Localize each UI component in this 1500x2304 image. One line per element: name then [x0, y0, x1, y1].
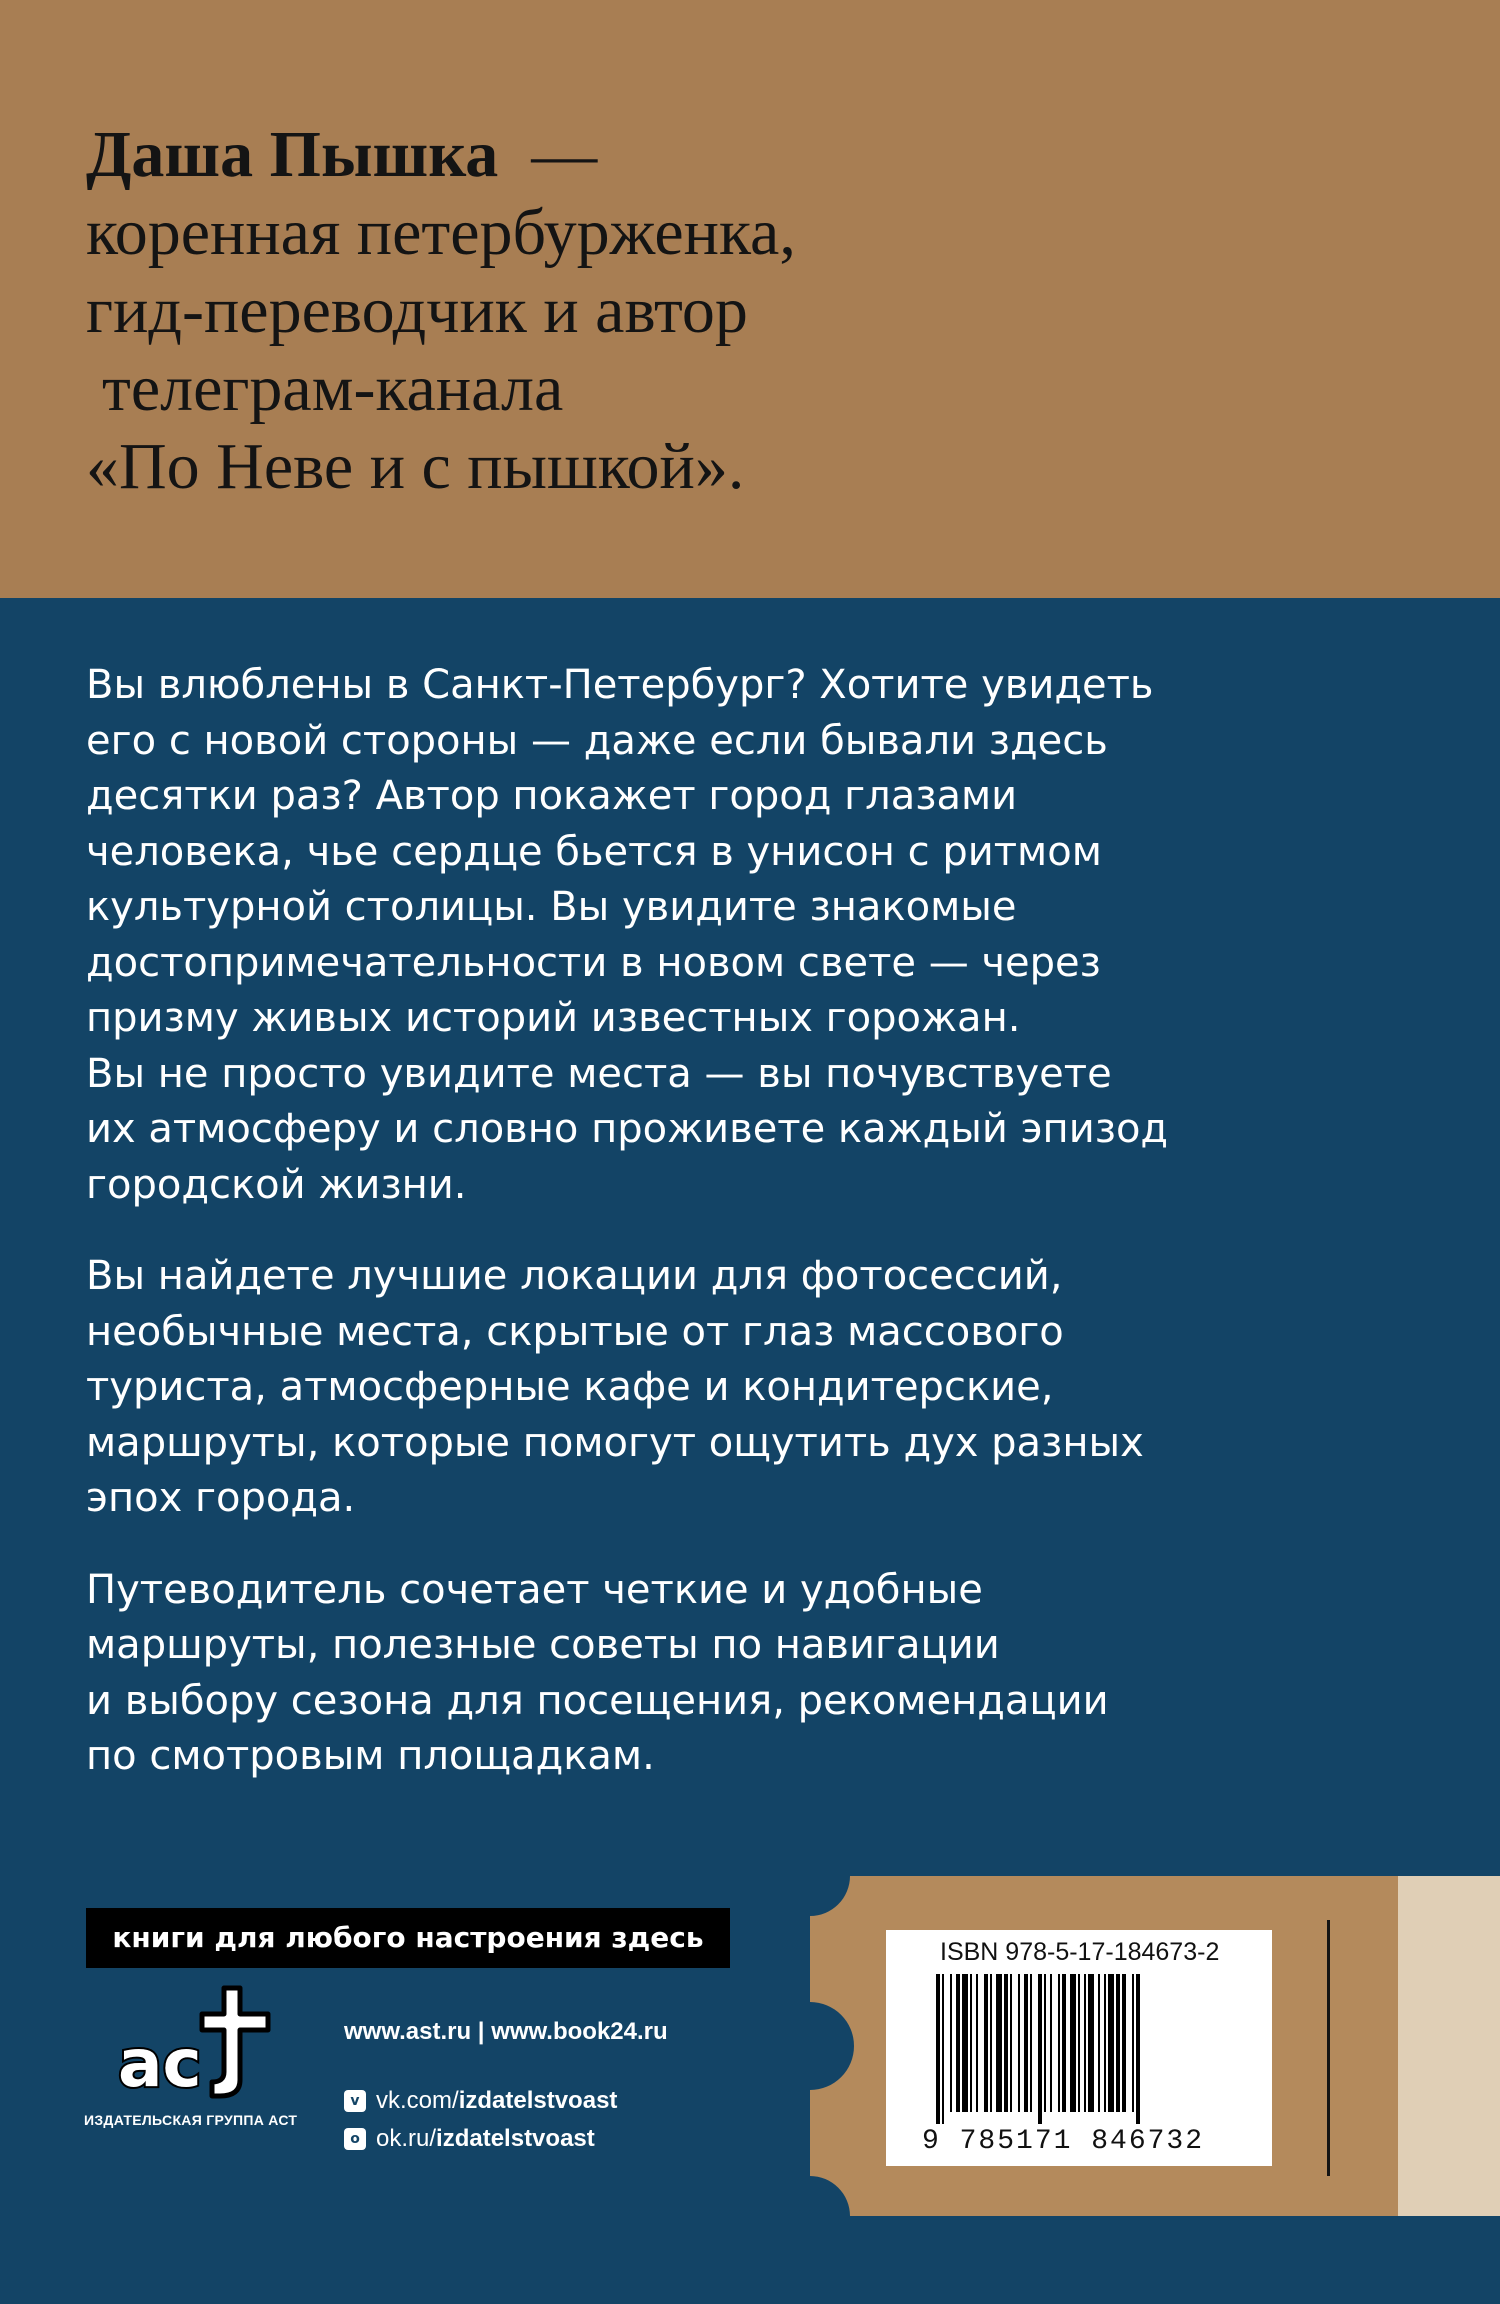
book-description: [86, 658, 1386, 1821]
vk-icon: v: [344, 2090, 366, 2112]
ok-link[interactable]: [344, 2120, 668, 2158]
bio-line: «По Неве и с пышкой».: [86, 430, 745, 503]
text-line: по смотровым площадкам.: [86, 1733, 655, 1779]
author-heading-line: [86, 116, 1286, 194]
text-line: маршруты, полезные советы по навигации: [86, 1622, 1000, 1668]
barcode-bar: [1030, 1974, 1032, 2112]
barcode-bar: [956, 1974, 960, 2112]
barcode-bar: [970, 1974, 972, 2112]
barcode-bar: [1062, 1974, 1066, 2112]
text-line: туриста, атмосферные кафе и кондитерские,: [86, 1364, 1054, 1410]
barcode-bar: [1078, 1974, 1080, 2112]
ok-prefix: ok.ru/: [376, 2125, 437, 2152]
text-line: призму живых историй известных горожан.: [86, 995, 1021, 1041]
text-line: маршруты, которые помогут ощутить дух разных: [86, 1419, 1144, 1466]
bio-line: коренная петербурженка,: [86, 196, 796, 269]
text-line: культурной столицы. Вы увидите знакомые: [86, 884, 1017, 930]
publisher-name: ИЗДАТЕЛЬСКАЯ ГРУППА АСТ: [84, 2112, 298, 2128]
isbn-barcode-box: [886, 1930, 1272, 2166]
text-line: его с новой стороны — даже если бывали здесь: [86, 717, 1108, 764]
website-links[interactable]: www.ast.ru | www.book24.ru: [344, 2018, 668, 2045]
barcode-bar: [942, 1974, 944, 2124]
isbn-label: ISBN 978-5-17-184673-2: [940, 1938, 1220, 1966]
author-bio: [86, 116, 1286, 506]
barcode-bar: [1050, 1974, 1052, 2112]
text-line: Вы влюблены в Санкт-Петербург? Хотите увидеть: [86, 662, 1154, 708]
barcode-bar: [936, 1974, 940, 2124]
isbn-digits: 9 785171 846732: [922, 2126, 1205, 2157]
barcode-bar: [990, 1974, 992, 2112]
bio-line: гид-переводчик и автор: [86, 274, 748, 347]
vk-link[interactable]: [344, 2082, 668, 2120]
barcode-bar: [1098, 1974, 1100, 2112]
text-line: человека, чье сердце бьется в унисон с ритмом: [86, 828, 1102, 875]
text-line: Вы не просто увидите места — вы почувствуете: [86, 1050, 1112, 1097]
barcode-bar: [1024, 1974, 1028, 2112]
bio-line: телеграм-канала: [102, 352, 564, 425]
barcode-bar: [976, 1974, 978, 2112]
barcode-bar: [1116, 1974, 1120, 2112]
logo-text: ас: [118, 2025, 202, 2100]
text-line: и выбору сезона для посещения, рекомендации: [86, 1677, 1109, 1724]
text-line: Вы найдете лучшие локации для фотосессий,: [86, 1253, 1063, 1299]
barcode-bar: [1010, 1974, 1012, 2112]
author-dash: —: [531, 118, 598, 191]
barcode-bar: [1136, 1974, 1140, 2124]
text-line: десятки раз? Автор покажет город глазами: [86, 773, 1018, 819]
barcode-bar: [1018, 1974, 1020, 2112]
text-line: Путеводитель сочетает четкие и удобные: [86, 1566, 983, 1613]
barcode-bar: [1132, 1974, 1134, 2112]
barcode-bar: [1058, 1974, 1060, 2112]
ok-handle: izdatelstvoast: [436, 2125, 595, 2152]
barcode-bar: [1088, 1974, 1094, 2112]
description-paragraph: [86, 1249, 1386, 1527]
social-links: [344, 2082, 668, 2158]
barcode-bar: [1038, 1974, 1042, 2124]
barcode-bar: [1084, 1974, 1086, 2112]
barcode-bar: [962, 1974, 968, 2112]
text-line: эпох города.: [86, 1475, 356, 1521]
barcode-bar: [1122, 1974, 1126, 2112]
description-paragraph: [86, 658, 1386, 1213]
text-line: достопримечательности в новом свете — через: [86, 939, 1101, 986]
barcode-bar: [984, 1974, 988, 2112]
ticket-divider: [1327, 1920, 1330, 2176]
vk-handle: izdatelstvoast: [458, 2087, 618, 2114]
description-paragraph: [86, 1563, 1386, 1785]
barcode-bar: [1004, 1974, 1008, 2112]
text-line: городской жизни.: [86, 1161, 467, 1208]
barcode-bar: [1104, 1974, 1106, 2112]
barcode-bar: [950, 1974, 952, 2112]
barcode-icon: [936, 1974, 1216, 2124]
publisher-links: [344, 2018, 668, 2158]
barcode-bar: [1070, 1974, 1076, 2112]
ast-logo-icon: [112, 1980, 282, 2100]
barcode-bar: [996, 1974, 1002, 2112]
vk-prefix: vk.com/: [376, 2087, 459, 2114]
ok-icon: o: [344, 2128, 366, 2150]
tagline-banner: книги для любого настроения здесь: [86, 1908, 730, 1968]
barcode-bar: [1044, 1974, 1046, 2112]
text-line: необычные места, скрытые от глаз массового: [86, 1308, 1064, 1355]
text-line: их атмосферу и словно проживете каждый эпизод: [86, 1106, 1169, 1152]
barcode-bar: [1108, 1974, 1114, 2112]
author-name: Даша Пышка: [86, 118, 499, 191]
